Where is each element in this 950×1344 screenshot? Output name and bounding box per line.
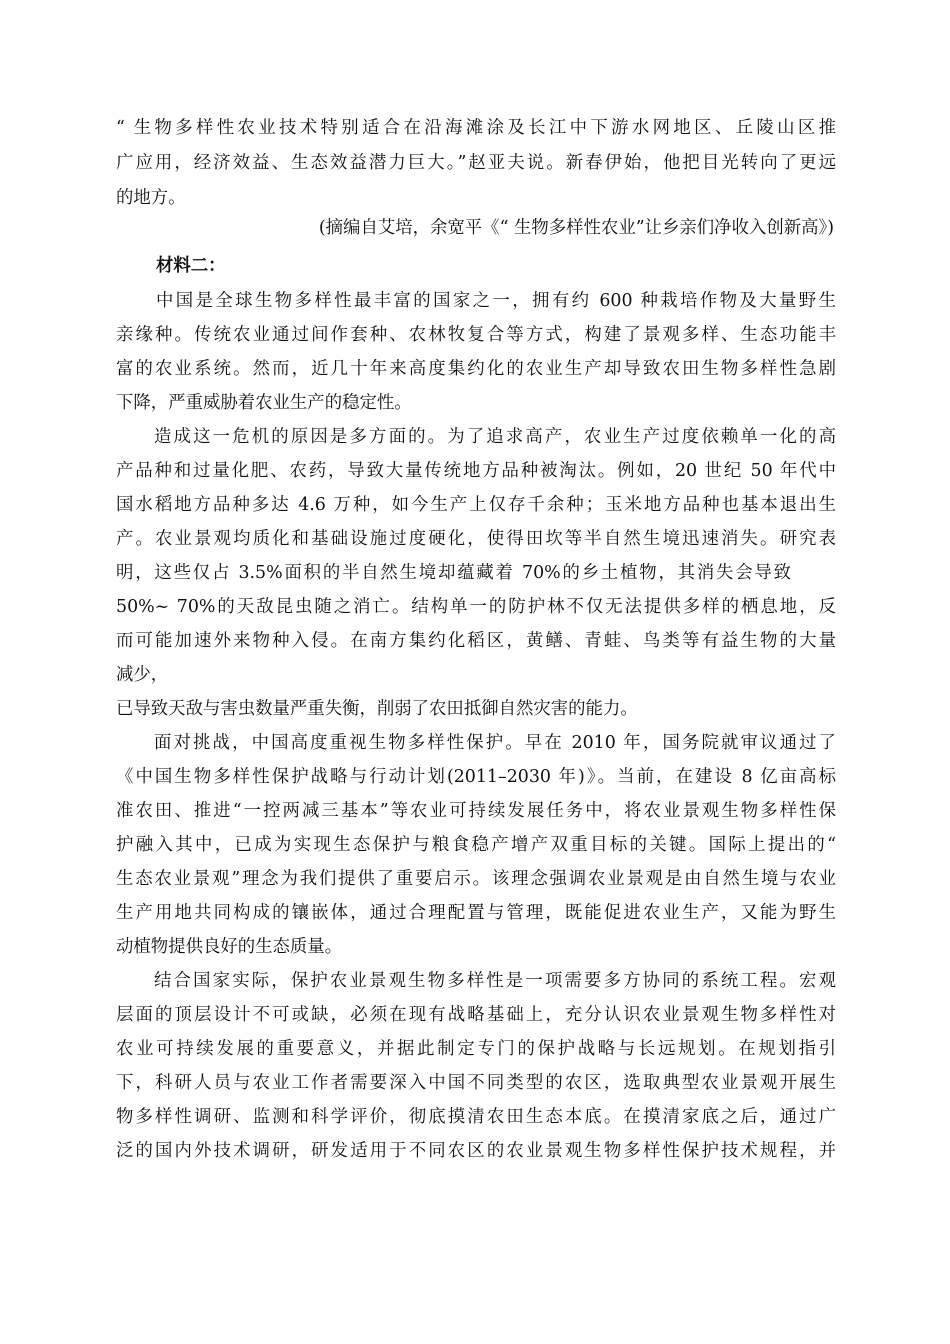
text-line: 国水稻地方品种多达 4.6 万种，如今生产上仅存千余种；玉米地方品种也基本退出生 [116,495,836,515]
text-line: 物多样性调研、监测和科学评价，彻底摸清农田生态本底。在摸清家底之后，通过广 [116,1107,836,1127]
text-line: 亲缘种。传统农业通过间作套种、农林牧复合等方式，构建了景观多样、生态功能丰 [116,325,836,345]
text-line: 层面的顶层设计不可或缺，必须在现有战略基础上，充分认识农业景观生物多样性对 [116,1005,836,1025]
text-line: 50%~ 70%的天敌昆虫随之消亡。结构单一的防护林不仅无法提供多样的栖息地，反 [116,597,836,617]
text-line: 广应用，经济效益、生态效益潜力巨大。”赵亚夫说。新春伊始，他把目光转向了更远 [116,153,836,173]
text-line: 产品种和过量化肥、农药，导致大量传统地方品种被淘汰。例如，20 世纪 50 年代中 [116,461,836,481]
text-line: 下降，严重威胁着农业生产的稳定性。 [116,393,412,413]
text-line: 生态农业景观”理念为我们提供了重要启示。该理念强调农业景观是由自然生境与农业 [116,869,836,889]
text-line: 明，这些仅占 3.5%面积的半自然生境却蕴藏着 70%的乡土植物，其消失会导致 [116,563,791,583]
text-line: 面对挑战，中国高度重视生物多样性保护。早在 2010 年，国务院就审议通过了 [154,733,836,753]
text-line: 泛的国内外技术调研，研发适用于不同农区的农业景观生物多样性保护技术规程，并 [116,1141,836,1161]
text-line: 农业可持续发展的重要意义，并据此制定专门的保护战略与长远规划。在规划指引 [116,1039,836,1059]
text-line: 生产用地共同构成的镶嵌体，通过合理配置与管理，既能促进农业生产，又能为野生 [116,903,836,923]
section-heading: 材料二： [156,256,226,276]
text-line: 的地方。 [116,188,186,208]
text-line: 结合国家实际，保护农业景观生物多样性是一项需要多方协同的系统工程。宏观 [154,971,836,991]
text-line: 护融入其中，已成为实现生态保护与粮食稳产增产双重目标的关键。国际上提出的“ [116,835,836,855]
text-line: 已导致天敌与害虫数量严重失衡，削弱了农田抵御自然灾害的能力。 [116,699,638,719]
text-line: “ 生物多样性农业技术特别适合在沿海滩涂及长江中下游水网地区、丘陵山区推 [116,118,836,138]
text-line: 富的农业系统。然而，近几十年来高度集约化的农业生产却导致农田生物多样性急剧 [116,359,836,379]
text-line: 准农田、推进“一控两减三基本”等农业可持续发展任务中，将农业景观生物多样性保 [116,801,836,821]
text-line: 动植物提供良好的生态质量。 [116,937,343,957]
text-line: 下，科研人员与农业工作者需要深入中国不同类型的农区，选取典型农业景观开展生 [116,1073,836,1093]
text-line: 造成这一危机的原因是多方面的。为了追求高产，农业生产过度依赖单一化的高 [154,427,836,447]
text-line: 而可能加速外来物种入侵。在南方集约化稻区，黄鳝、青蛙、鸟类等有益生物的大量 [116,631,836,651]
text-line: 中国是全球生物多样性最丰富的国家之一，拥有约 600 种栽培作物及大量野生 [156,291,836,311]
text-line: 《中国生物多样性保护战略与行动计划(2011–2030 年)》。当前，在建设 8 亿亩高标 [116,767,836,787]
text-line: 减少， [116,665,169,685]
source-citation: (摘编自艾培，余宽平《“ 生物多样性农业”让乡亲们净收入创新高》) [318,218,834,238]
text-line: 产。农业景观均质化和基础设施过度硬化，使得田坎等半自然生境迅速消失。研究表 [116,529,836,549]
